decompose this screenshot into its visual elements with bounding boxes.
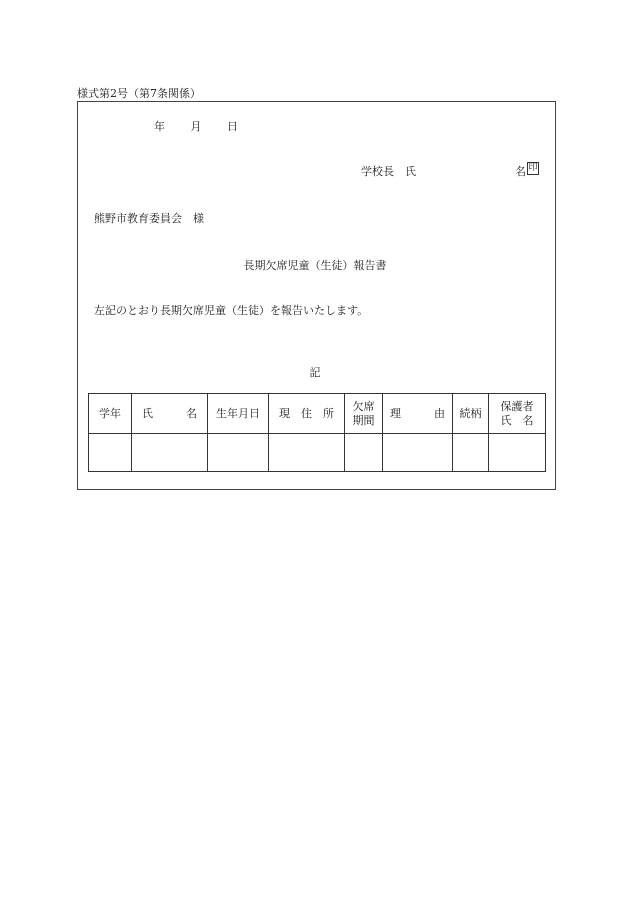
header-relationship — [453, 394, 489, 434]
addressee: 熊野市教育委員会 様 — [94, 212, 204, 225]
seal-icon: 印 — [528, 163, 538, 173]
cell-grade — [89, 434, 132, 472]
cell-guardian-name — [489, 434, 546, 472]
header-absence-period-line2: 期間 — [352, 413, 375, 427]
principal-label: 学校長 氏 — [361, 165, 416, 178]
header-grade — [89, 394, 132, 434]
report-title: 長期欠席児童（生徒）報告書 — [243, 259, 387, 272]
header-relationship-text: 続柄 — [459, 406, 482, 420]
header-address-text: 現 住 所 — [279, 406, 334, 420]
header-name-text: 氏 名 — [142, 406, 197, 420]
date-line — [154, 118, 238, 134]
cell-relationship — [453, 434, 489, 472]
date-year-label: 年 — [154, 120, 165, 133]
table-row — [89, 434, 546, 472]
cell-name — [132, 434, 208, 472]
date-day-label: 日 — [227, 120, 238, 133]
header-absence-period — [345, 394, 383, 434]
header-absence-period-line1: 欠席 — [352, 399, 375, 413]
table-header-row — [89, 394, 546, 434]
report-statement: 左記のとおり長期欠席児童（生徒）を報告いたします。 — [94, 304, 369, 317]
header-guardian-line1: 保護者 — [500, 399, 534, 413]
header-birthdate — [208, 394, 269, 434]
cell-reason — [383, 434, 453, 472]
header-address — [269, 394, 345, 434]
principal-name-suffix: 名 — [515, 165, 526, 178]
form-number: 様式第2号（第7条関係） — [77, 87, 201, 100]
header-name — [132, 394, 208, 434]
header-guardian-line2: 氏 名 — [500, 413, 534, 427]
ki-heading: 記 — [309, 366, 321, 379]
header-grade-text: 学年 — [99, 406, 121, 420]
header-reason-text: 理 由 — [390, 406, 445, 420]
cell-absence-period — [345, 434, 383, 472]
date-month-label: 月 — [190, 120, 202, 133]
header-birthdate-text: 生年月日 — [216, 406, 260, 420]
absence-report-table — [88, 393, 546, 472]
cell-address — [269, 434, 345, 472]
header-reason — [383, 394, 453, 434]
cell-birthdate — [208, 434, 269, 472]
header-guardian-name — [489, 394, 546, 434]
